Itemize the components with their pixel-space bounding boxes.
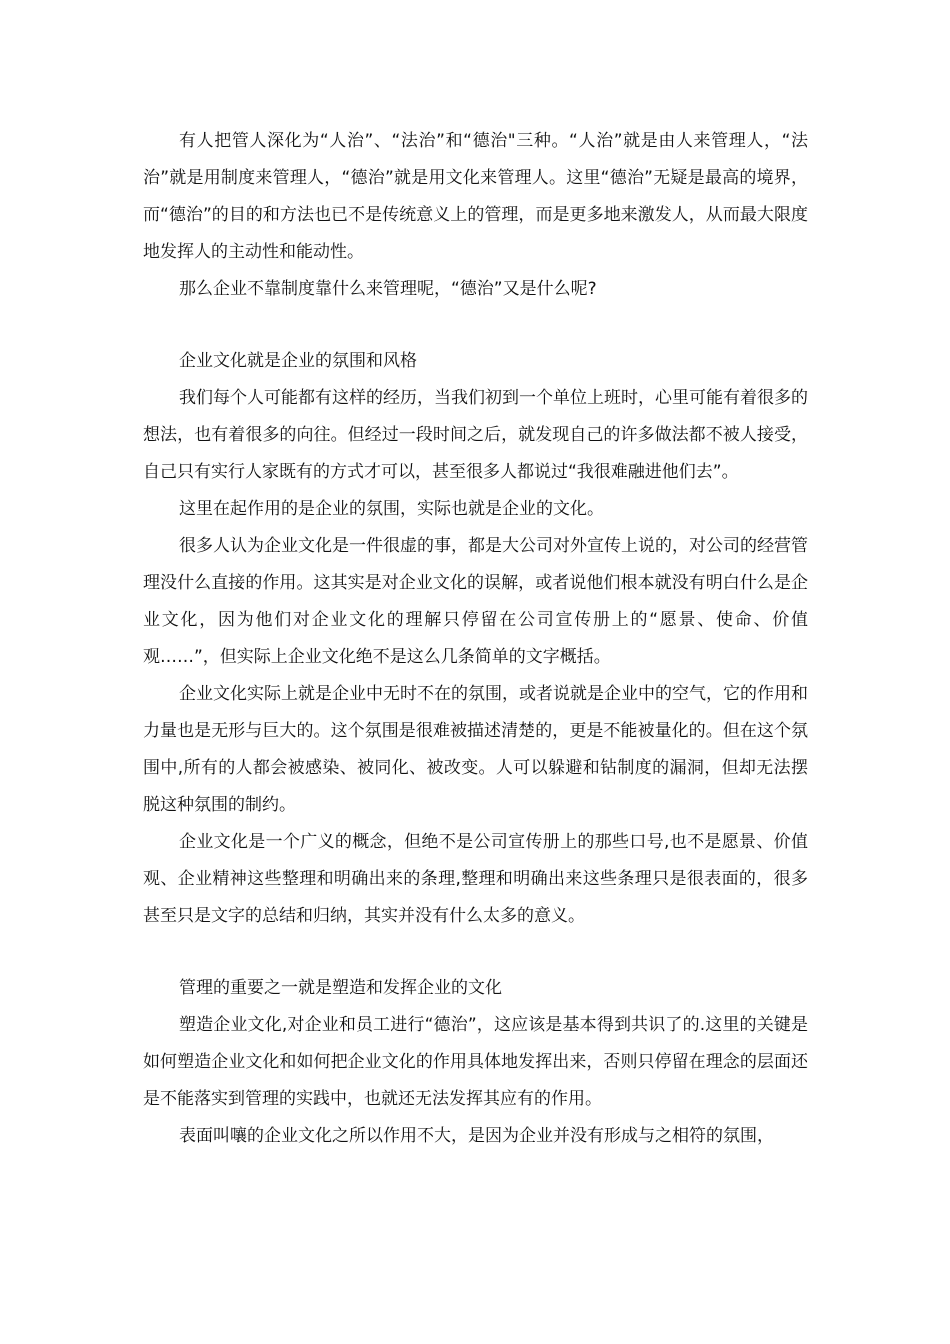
paragraph-intro: 有人把管人深化为“人治”、“法治”和“德治"三种。“人治”就是由人来管理人，“法治”就是用制度来管理人，“德治”就是用文化来管理人。这里“德治”无疑是最高的境界，而“德治”的目的和方法也已不是传统意义上的管理，而是更多地来激发人，从而最大限度地发挥人的主动性和能动性。 — [143, 131, 808, 262]
paragraph-invisible-force: 企业文化实际上就是企业中无时不在的氛围，或者说就是企业中的空气，它的作用和力量也是无形与巨大的。这个氛围是很难被描述清楚的，更是不能被量化的。但在这个氛围中,所有的人都会被感染、被同化、被改变。人可以躲避和钻制度的漏洞，但却无法摆脱这种氛围的制约。 — [143, 684, 808, 815]
paragraph-broad-concept: 企业文化是一个广义的概念，但绝不是公司宣传册上的那些口号,也不是愿景、价值观、企业精神这些整理和明确出来的条理,整理和明确出来这些条理只是很表面的，很多甚至只是文字的总结和归纳，其实并没有什么太多的意义。 — [143, 832, 808, 926]
paragraph-experience: 我们每个人可能都有这样的经历，当我们初到一个单位上班时，心里可能有着很多的想法，也有着很多的向往。但经过一段时间之后，就发现自己的许多做法都不被人接受，自己只有实行人家既有的方式才可以，甚至很多人都说过“我很难融进他们去”。 — [143, 388, 808, 482]
paragraph-atmosphere: 这里在起作用的是企业的氛围，实际也就是企业的文化。 — [179, 499, 604, 519]
paragraph-surface-culture: 表面叫嚷的企业文化之所以作用不大，是因为企业并没有形成与之相符的氛围， — [179, 1126, 774, 1146]
paragraph-misunderstanding: 很多人认为企业文化是一件很虚的事，都是大公司对外宣传上说的，对公司的经营管理没什么直接的作用。这其实是对企业文化的误解，或者说他们根本就没有明白什么是企业文化，因为他们对企业文化的理解只停留在公司宣传册上的“愿景、使命、价值观……”，但实际上企业文化绝不是这么几条简单的文字概括。 — [143, 536, 808, 667]
section-heading-atmosphere: 企业文化就是企业的氛围和风格 — [179, 351, 417, 371]
section-heading-management: 管理的重要之一就是塑造和发挥企业的文化 — [179, 978, 502, 998]
section-gap — [143, 308, 808, 343]
section-gap — [143, 935, 808, 970]
document-body — [143, 123, 808, 1155]
paragraph-question: 那么企业不靠制度靠什么来管理呢，“德治”又是什么呢? — [179, 279, 597, 299]
paragraph-shaping-culture: 塑造企业文化,对企业和员工进行“德治”，这应该是基本得到共识了的.这里的关键是如何塑造企业文化和如何把企业文化的作用具体地发挥出来，否则只停留在理念的层面还是不能落实到管理的实践中，也就还无法发挥其应有的作用。 — [143, 1015, 808, 1109]
